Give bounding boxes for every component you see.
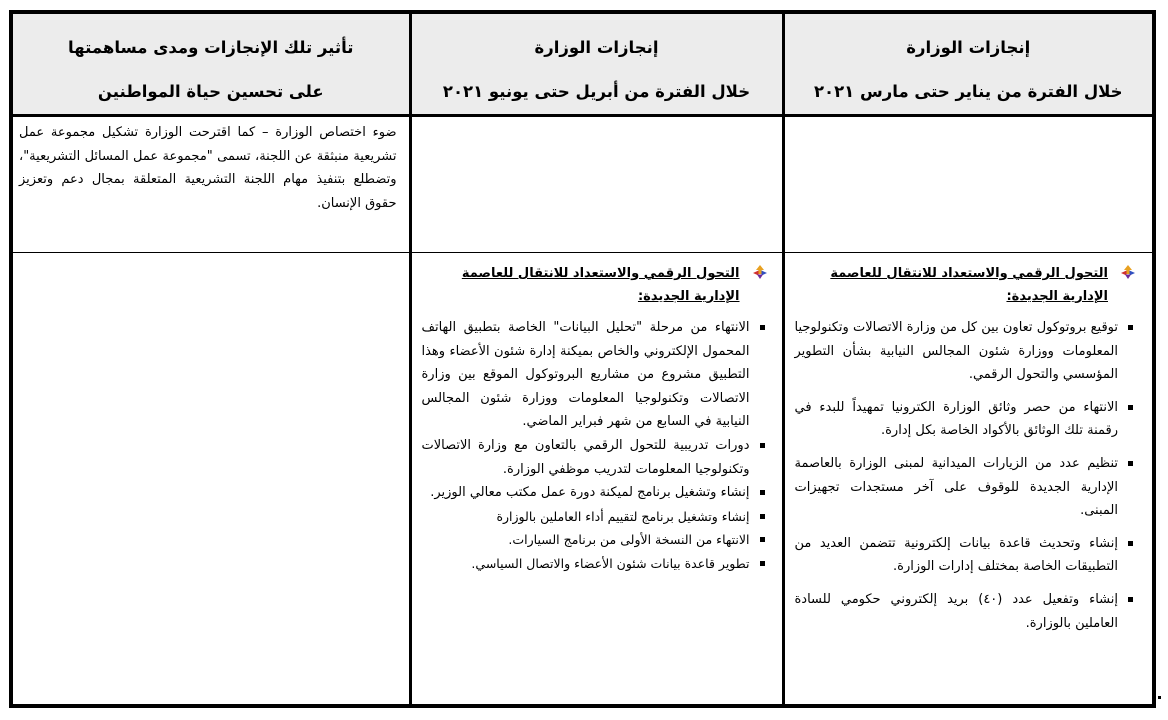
header-q2-line-2: خلال الفترة من أبريل حتى يونيو ٢٠٢١ bbox=[442, 82, 751, 101]
list-item: الانتهاء من حصر وثائق الوزارة الكترونيا تمهيداً للبدء في رقمنة تلك الوثائق بالأكواد الخاصة بكل إدارة. bbox=[795, 396, 1137, 443]
arrow-bullet-icon bbox=[1120, 264, 1136, 289]
impact-text: ضوء اختصاص الوزارة – كما اقترحت الوزارة تشكيل مجموعة عمل تشريعية منبثقة عن اللجنة، تسمى "مجموعة عمل المسائل التشريعية"، وتضطلع بتنفيذ مهام اللجنة التشريعية المتعلقة بمجال دعم وتعزيز حقوق الإنسان. bbox=[19, 125, 397, 211]
header-q1-line-1: إنجازات الوزارة bbox=[906, 38, 1031, 57]
list-item: تنظيم عدد من الزيارات الميدانية لمبنى الوزارة بالعاصمة الإدارية الجديدة للوقوف على آخر مستجدات تجهيزات المبنى. bbox=[795, 452, 1137, 523]
page-edge-mark bbox=[1158, 696, 1161, 699]
impact-cell bbox=[11, 116, 410, 253]
header-q1 bbox=[783, 12, 1154, 116]
list-item: توقيع بروتوكول تعاون بين كل من وزارة الاتصالات وتكنولوجيا المعلومات ووزارة شئون المجالس النيابية بشأن التطوير المؤسسي والتحول الرقمي. bbox=[795, 316, 1137, 387]
list-item: إنشاء وتفعيل عدد (٤٠) بريد إلكتروني حكومي للسادة العاملين بالوزارة. bbox=[795, 588, 1137, 635]
table-row bbox=[11, 116, 1154, 253]
q1-items-list bbox=[795, 316, 1137, 635]
header-row bbox=[11, 12, 1154, 116]
empty-cell-q2 bbox=[410, 116, 783, 253]
arrow-bullet-icon bbox=[752, 264, 768, 289]
header-impact-line-1: تأثير تلك الإنجازات ومدى مساهمتها bbox=[68, 38, 354, 57]
empty-cell-q1 bbox=[783, 116, 1154, 253]
q1-section-title: التحول الرقمي والاستعداد للانتقال للعاصمة الإدارية الجديدة: bbox=[830, 266, 1108, 304]
list-item: الانتهاء من النسخة الأولى من برنامج السيارات. bbox=[422, 528, 768, 552]
achievements-table bbox=[9, 10, 1156, 708]
list-item: إنشاء وتشغيل برنامج لميكنة دورة عمل مكتب معالي الوزير. bbox=[422, 481, 768, 505]
q1-section-heading bbox=[795, 262, 1137, 308]
table-row bbox=[11, 253, 1154, 706]
header-impact-line-2: على تحسين حياة المواطنين bbox=[97, 82, 324, 101]
header-q2 bbox=[410, 12, 783, 116]
q2-section-title: التحول الرقمي والاستعداد للانتقال للعاصمة الإدارية الجديدة: bbox=[461, 266, 740, 304]
q2-section-heading bbox=[422, 262, 768, 308]
header-q1-line-2: خلال الفترة من يناير حتى مارس ٢٠٢١ bbox=[813, 82, 1123, 101]
list-item: دورات تدريبية للتحول الرقمي بالتعاون مع وزارة الاتصالات وتكنولوجيا المعلومات لتدريب موظفي الوزارة. bbox=[422, 434, 768, 481]
header-impact bbox=[11, 12, 410, 116]
q2-items-list bbox=[422, 316, 768, 576]
list-item: إنشاء وتشغيل برنامج لتقييم أداء العاملين بالوزارة bbox=[422, 505, 768, 529]
header-q2-line-1: إنجازات الوزارة bbox=[534, 38, 659, 57]
empty-impact-cell bbox=[11, 253, 410, 706]
q2-cell bbox=[410, 253, 783, 706]
q1-cell bbox=[783, 253, 1154, 706]
list-item: تطوير قاعدة بيانات شئون الأعضاء والاتصال السياسي. bbox=[422, 552, 768, 576]
list-item: الانتهاء من مرحلة "تحليل البيانات" الخاصة بتطبيق الهاتف المحمول الإلكتروني والخاص بميكنة إدارة شئون الأعضاء وهذا التطبيق مشروع من مشاريع البروتوكول الموقع بين وزارة الاتصالات وتكنولوجيا المعلومات ووزارة شئون المجالس النيابية في السابع من شهر فبراير الماضي. bbox=[422, 316, 768, 434]
list-item: إنشاء وتحديث قاعدة بيانات إلكترونية تتضمن العديد من التطبيقات الخاصة بمختلف إدارات الوزارة. bbox=[795, 532, 1137, 579]
